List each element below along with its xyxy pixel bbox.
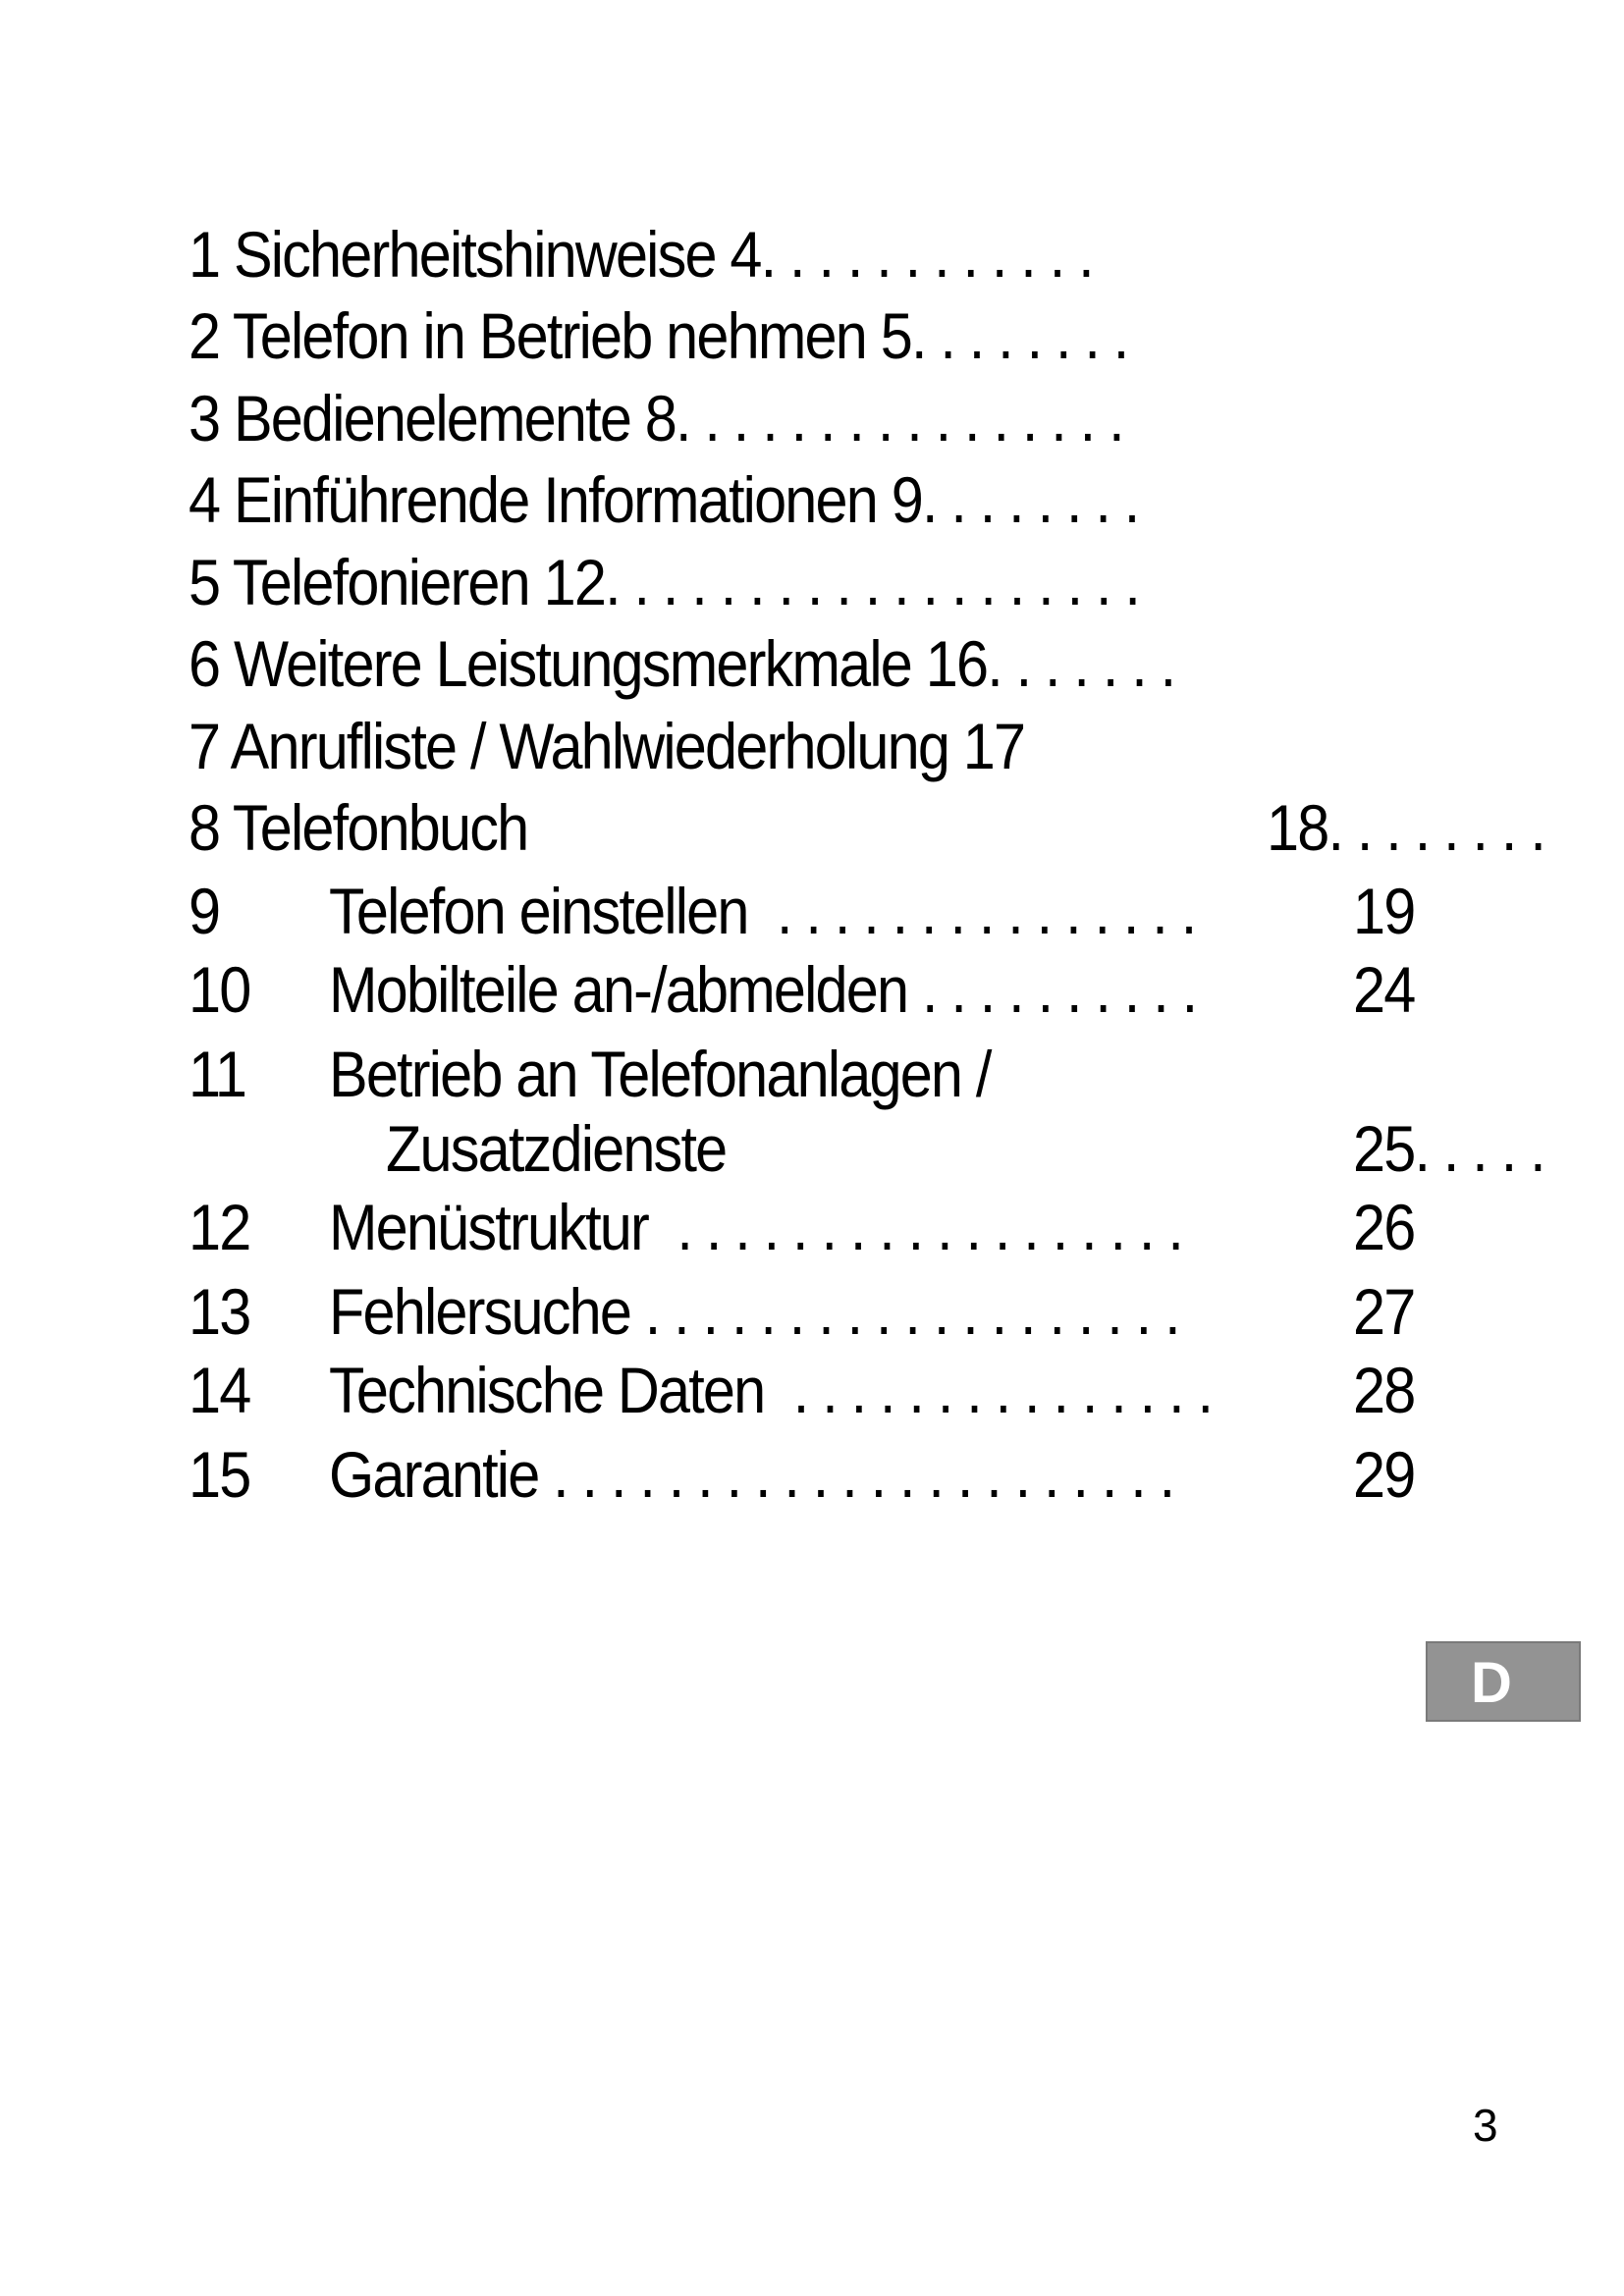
toc-entry-12-page: 26 xyxy=(1353,1191,1415,1263)
toc-entry-15-title: Garantie . . . . . . . . . . . . . . . . . . . . . . xyxy=(329,1438,1174,1511)
toc-entry-2: 2 Telefon in Betrieb nehmen 5. . . . . . . . xyxy=(189,299,1143,372)
toc-entry-11-page: 25. . . . . xyxy=(1353,1112,1544,1185)
toc-entry-5: 5 Telefonieren 12. . . . . . . . . . . . . . . . . . . xyxy=(189,546,1154,618)
page-number: 3 xyxy=(1473,2100,1498,2151)
toc-entry-6: 6 Weitere Leistungsmerkmale 16. . . . . . . xyxy=(189,627,1190,700)
language-badge: D xyxy=(1426,1641,1581,1722)
toc-entry-14-number: 14 xyxy=(189,1354,250,1426)
toc-entry-1: 1 Sicherheitshinweise 4. . . . . . . . . . . . xyxy=(189,218,1108,291)
toc-entry-14-page: 28 xyxy=(1353,1354,1415,1426)
toc-entry-14-title: Technische Daten . . . . . . . . . . . . . . . xyxy=(329,1354,1213,1426)
toc-entry-13-page: 27 xyxy=(1353,1275,1415,1348)
toc-entry-9-title: Telefon einstellen . . . . . . . . . . . . . . . xyxy=(329,875,1196,947)
toc-entry-13-title: Fehlersuche . . . . . . . . . . . . . . . . . . . xyxy=(329,1275,1179,1348)
toc-entry-12-title: Menüstruktur . . . . . . . . . . . . . . . . . . xyxy=(329,1191,1183,1263)
toc-entry-10-page: 24 xyxy=(1353,953,1415,1026)
toc-entry-10-title: Mobilteile an-/abmelden . . . . . . . . . . xyxy=(329,953,1197,1026)
toc-entry-13-number: 13 xyxy=(189,1275,250,1348)
toc-entry-4: 4 Einführende Informationen 9. . . . . . . . xyxy=(189,463,1154,536)
toc-entry-8-page: 18. . . . . . . . xyxy=(1267,791,1545,864)
toc-entry-7: 7 Anrufliste / Wahlwiederholung 17 xyxy=(189,710,1025,782)
toc-entry-9-page: 19 xyxy=(1353,875,1415,947)
toc-entry-15-number: 15 xyxy=(189,1438,250,1511)
toc-entry-9-number: 9 xyxy=(189,875,220,947)
toc-entry-8-title: 8 Telefonbuch xyxy=(189,791,528,864)
toc-entry-12-number: 12 xyxy=(189,1191,250,1263)
toc-entry-10-number: 10 xyxy=(189,953,250,1026)
toc-entry-11-number: 11 xyxy=(189,1038,246,1110)
toc-entry-15-page: 29 xyxy=(1353,1438,1415,1511)
toc-entry-11-title: Betrieb an Telefonanlagen / xyxy=(329,1038,991,1110)
toc-entry-11-title-continued: Zusatzdienste xyxy=(386,1112,727,1185)
toc-entry-3: 3 Bedienelemente 8. . . . . . . . . . . . . . . . xyxy=(189,382,1138,454)
